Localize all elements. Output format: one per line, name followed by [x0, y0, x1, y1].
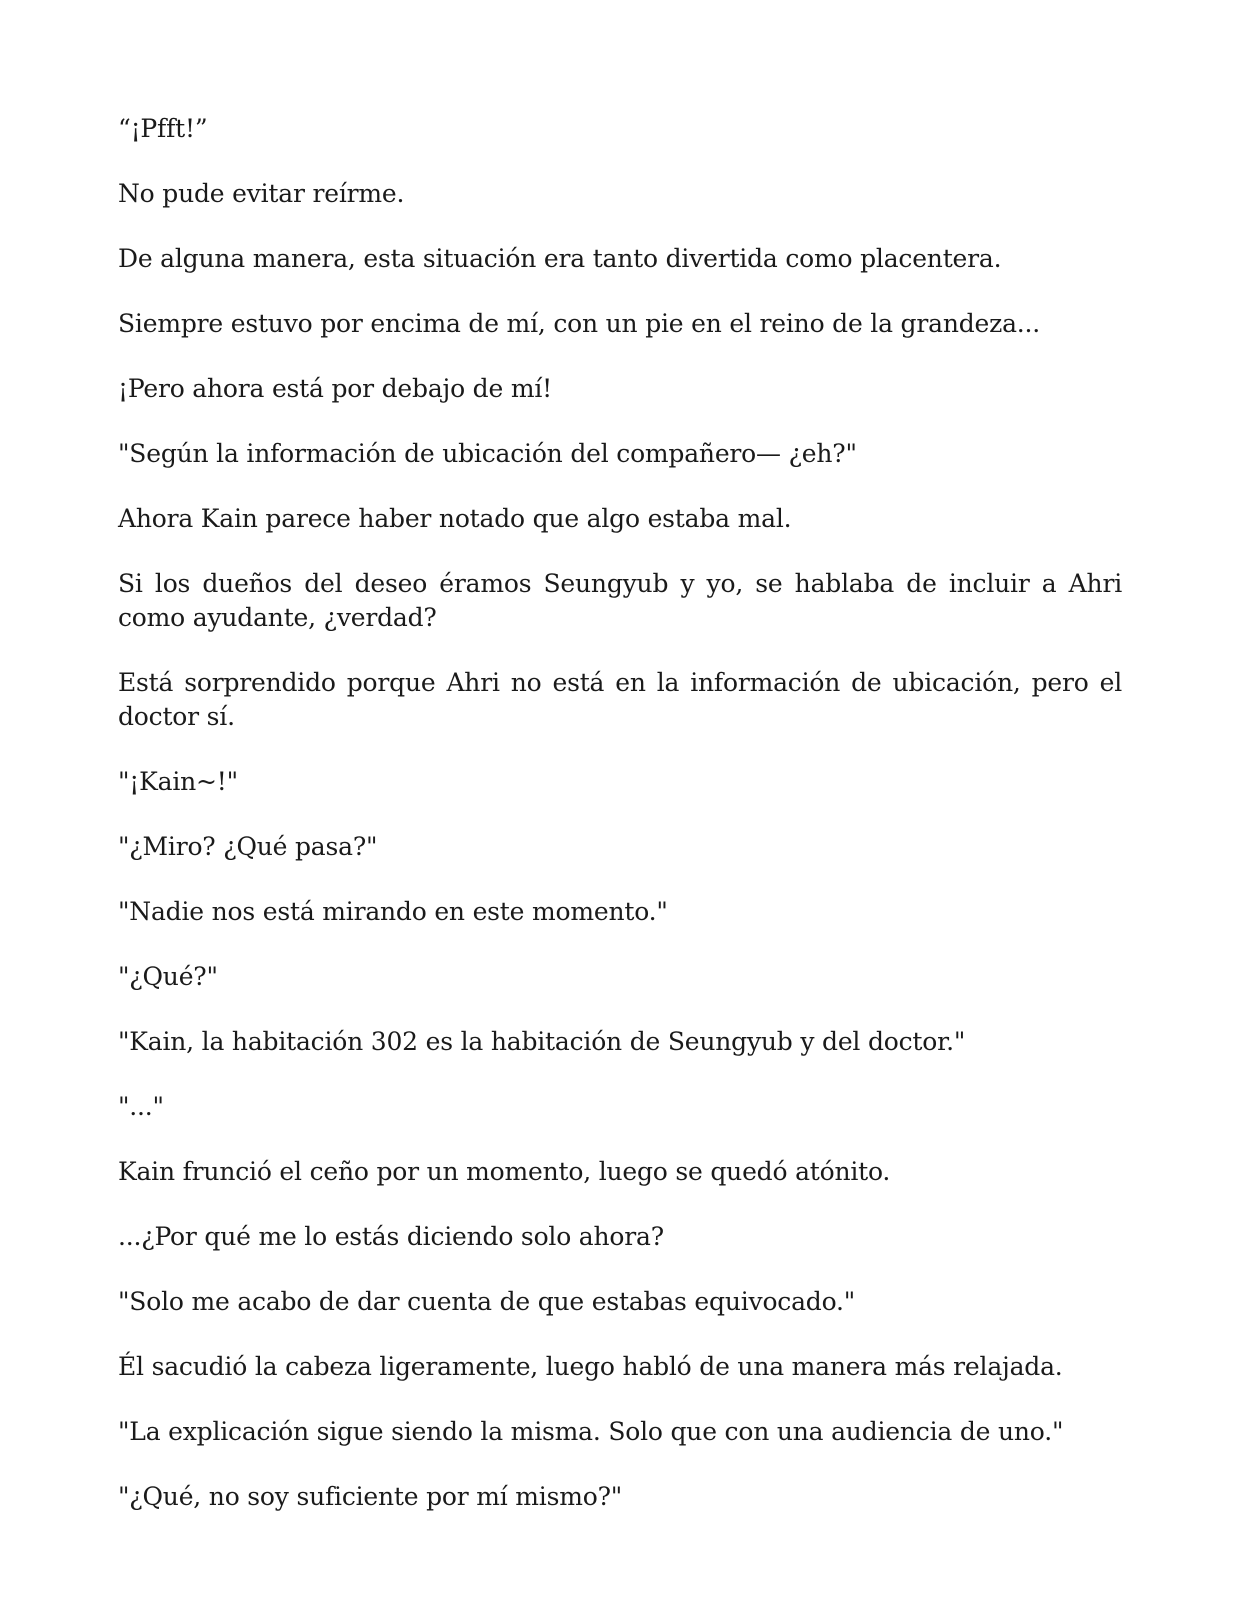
- paragraph: ...¿Por qué me lo estás diciendo solo ahora?: [118, 1222, 664, 1251]
- paragraph: Kain frunció el ceño por un momento, luego se quedó atónito.: [118, 1157, 891, 1186]
- paragraph: "¿Qué, no soy suficiente por mí mismo?": [118, 1482, 623, 1511]
- paragraph: "...": [118, 1092, 164, 1121]
- paragraph: ¡Pero ahora está por debajo de mí!: [118, 374, 552, 403]
- paragraph: "¿Miro? ¿Qué pasa?": [118, 832, 378, 861]
- paragraph: Si los dueños del deseo éramos Seungyub y yo, se hablaba de incluir a Ahri como ayudante, ¿verdad?: [118, 569, 1122, 632]
- paragraph: "¡Kain~!": [118, 767, 238, 796]
- paragraph: "Según la información de ubicación del compañero— ¿eh?": [118, 439, 857, 468]
- paragraph: No pude evitar reírme.: [118, 179, 405, 208]
- paragraph: "Nadie nos está mirando en este momento.": [118, 897, 668, 926]
- paragraph: Él sacudió la cabeza ligeramente, luego habló de una manera más relajada.: [118, 1352, 1063, 1381]
- paragraph: Está sorprendido porque Ahri no está en la información de ubicación, pero el doctor sí.: [118, 668, 1122, 731]
- paragraph: Siempre estuvo por encima de mí, con un pie en el reino de la grandeza...: [118, 309, 1041, 338]
- paragraph: De alguna manera, esta situación era tanto divertida como placentera.: [118, 244, 1002, 273]
- document-body: [118, 112, 1122, 1545]
- paragraph: "La explicación sigue siendo la misma. Solo que con una audiencia de uno.": [118, 1417, 1064, 1446]
- paragraph: “¡Pfft!”: [118, 114, 208, 143]
- paragraph: Ahora Kain parece haber notado que algo estaba mal.: [118, 504, 792, 533]
- paragraph: "Kain, la habitación 302 es la habitación de Seungyub y del doctor.": [118, 1027, 966, 1056]
- paragraph: "Solo me acabo de dar cuenta de que estabas equivocado.": [118, 1287, 856, 1316]
- paragraph: "¿Qué?": [118, 962, 218, 991]
